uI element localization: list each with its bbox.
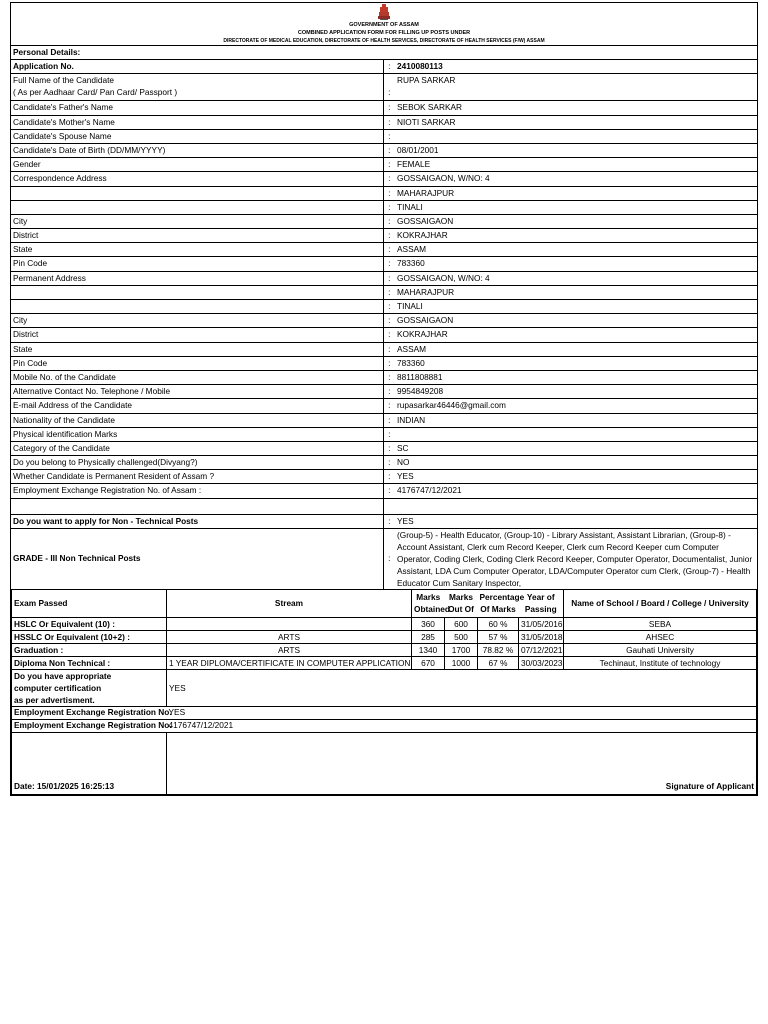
colon: : [383,427,395,441]
personal-field-row [11,243,757,257]
personal-field-row [11,413,757,427]
exam-cell-school: Techinaut, Institute of technology [564,656,757,669]
field-value: INDIAN [395,413,757,427]
field-label: Employment Exchange Registration No. of Assam : [11,484,383,498]
colon: : [383,300,395,314]
state-emblem-icon [376,3,392,21]
exam-cell-year: 31/05/2016 [519,617,564,630]
application-no-label: Application No. [11,60,383,74]
cert-value: YES [167,669,757,706]
colon: : [383,441,395,455]
personal-field-row [11,456,757,470]
personal-field-row [11,470,757,484]
field-value: NO [395,456,757,470]
colon: : [383,314,395,328]
cert-label: Do you have appropriate computer certification as per advertisment. [12,669,167,706]
year-header: Year of Passing [519,589,564,617]
personal-field-row [11,441,757,455]
exam-rows [12,617,757,669]
field-label: Alternative Contact No. Telephone / Mobile [11,385,383,399]
field-label: City [11,314,383,328]
header-line-3: DIRECTORATE OF MEDICAL EDUCATION, DIRECTORATE OF HEALTH SERVICES, DIRECTORATE OF HEALTH SERVICES (F/W) ASSAM [223,38,545,44]
exam-row [12,630,757,643]
field-value: TINALI [395,300,757,314]
personal-field-row [11,356,757,370]
exam-cell-obtained: 285 [412,630,445,643]
colon: : [383,74,395,101]
colon: : [383,186,395,200]
full-name-label [11,74,383,101]
exam-cell-exam: Diploma Non Technical : [12,656,167,669]
field-label: Nationality of the Candidate [11,413,383,427]
exam-header: Exam Passed [12,589,167,617]
field-value: 9954849208 [395,385,757,399]
field-value: 8811808881 [395,370,757,384]
exam-cell-exam: HSLC Or Equivalent (10) : [12,617,167,630]
personal-field-row [11,143,757,157]
colon: : [383,514,395,528]
personal-field-row [11,427,757,441]
field-value: GOSSAIGAON [395,214,757,228]
colon: : [383,356,395,370]
education-table [11,589,757,795]
personal-field-row [11,214,757,228]
colon: : [383,243,395,257]
exam-cell-pct: 57 % [478,630,519,643]
exam-cell-school: Gauhati University [564,643,757,656]
field-value: MAHARAJPUR [395,285,757,299]
personal-field-row [11,314,757,328]
emp-reg-label-1: Employment Exchange Registration No. [12,706,167,719]
field-label: Permanent Address [11,271,383,285]
field-label: Gender [11,158,383,172]
field-value: KOKRAJHAR [395,328,757,342]
exam-row [12,656,757,669]
colon: : [383,271,395,285]
exam-cell-stream: ARTS [167,643,412,656]
field-label: State [11,243,383,257]
grade-posts-value: (Group-5) - Health Educator, (Group-10) - Library Assistant, Assistant Librarian, (Group-8) - Account Assistant, Clerk cum Record Keeper, Clerk cum Record Keeper cum Computer Operator, Coding Clerk, Coding Clerk Record Keeper, Computer Operator, Documentalist, Junior Assistant, LDA Cum Computer Operator, LDA/Computer Operator cum Clerk, (Group-7) - Health Educator Cum Sanitary Inspector, [395,528,757,589]
personal-field-row [11,186,757,200]
colon: : [383,101,395,115]
exam-cell-year: 31/05/2018 [519,630,564,643]
field-label: District [11,328,383,342]
exam-cell-year: 30/03/2023 [519,656,564,669]
personal-field-row [11,370,757,384]
field-label: District [11,229,383,243]
personal-field-row [11,385,757,399]
full-name-label-line1: Full Name of the Candidate [13,75,115,86]
section-title: Personal Details: [11,46,757,60]
exam-cell-exam: Graduation : [12,643,167,656]
exam-cell-obtained: 670 [412,656,445,669]
field-value: 08/01/2001 [395,143,757,157]
emp-reg-label-2: Employment Exchange Registration No. [12,719,167,732]
grade-label: GRADE - III Non Technical Posts [11,528,383,589]
field-value: FEMALE [395,158,757,172]
colon: : [383,115,395,129]
colon: : [383,385,395,399]
personal-fields [11,101,757,498]
field-value: NIOTI SARKAR [395,115,757,129]
colon: : [383,370,395,384]
field-label: Candidate's Father's Name [11,101,383,115]
field-label: Candidate's Date of Birth (DD/MM/YYYY) [11,143,383,157]
personal-field-row [11,342,757,356]
field-value: MAHARAJPUR [395,186,757,200]
field-label: City [11,214,383,228]
stream-header: Stream [167,589,412,617]
colon: : [383,528,395,589]
exam-cell-outof: 500 [445,630,478,643]
personal-field-row [11,300,757,314]
personal-field-row [11,257,757,271]
form-header [11,3,757,45]
field-value: GOSSAIGAON [395,314,757,328]
colon: : [383,129,395,143]
field-value: GOSSAIGAON, W/NO: 4 [395,172,757,186]
personal-field-row [11,271,757,285]
field-value: TINALI [395,200,757,214]
exam-cell-school: SEBA [564,617,757,630]
field-label [11,285,383,299]
field-value: SEBOK SARKAR [395,101,757,115]
date-stamp: Date: 15/01/2025 16:25:13 [12,732,167,794]
field-label [11,200,383,214]
signature-label: Signature of Applicant [167,732,757,794]
colon: : [383,399,395,413]
colon: : [383,413,395,427]
field-value [395,129,757,143]
personal-field-row [11,484,757,498]
field-value: 4176747/12/2021 [395,484,757,498]
field-label: Whether Candidate is Permanent Resident of Assam ? [11,470,383,484]
spacer-row [11,498,383,514]
nontech-label: Do you want to apply for Non - Technical Posts [11,514,383,528]
colon: : [383,143,395,157]
application-no-value: 2410080113 [395,60,757,74]
field-label: Category of the Candidate [11,441,383,455]
personal-field-row [11,129,757,143]
outof-header: Marks Out Of [445,589,478,617]
field-label: Pin Code [11,356,383,370]
exam-cell-outof: 600 [445,617,478,630]
exam-cell-obtained: 1340 [412,643,445,656]
field-value: SC [395,441,757,455]
colon: : [383,200,395,214]
personal-field-row [11,399,757,413]
field-label: Candidate's Mother's Name [11,115,383,129]
colon: : [383,342,395,356]
personal-field-row [11,328,757,342]
field-label: Pin Code [11,257,383,271]
exam-cell-outof: 1700 [445,643,478,656]
field-value: YES [395,470,757,484]
exam-cell-school: AHSEC [564,630,757,643]
personal-field-row [11,200,757,214]
exam-cell-pct: 60 % [478,617,519,630]
exam-cell-stream [167,617,412,630]
personal-field-row [11,158,757,172]
colon: : [383,257,395,271]
personal-details-table [11,45,757,589]
exam-cell-stream: ARTS [167,630,412,643]
colon: : [383,484,395,498]
obtained-header: Marks Obtained [412,589,445,617]
colon: : [383,229,395,243]
personal-field-row [11,172,757,186]
exam-cell-obtained: 360 [412,617,445,630]
emp-reg-value-1: YES [167,706,757,719]
colon: : [383,285,395,299]
field-value: GOSSAIGAON, W/NO: 4 [395,271,757,285]
field-value: ASSAM [395,243,757,257]
personal-field-row [11,101,757,115]
exam-row [12,617,757,630]
field-label: Do you belong to Physically challenged(Divyang?) [11,456,383,470]
colon: : [383,456,395,470]
field-value: 783360 [395,257,757,271]
field-label: State [11,342,383,356]
field-value: ASSAM [395,342,757,356]
field-label: E-mail Address of the Candidate [11,399,383,413]
field-value: KOKRAJHAR [395,229,757,243]
colon: : [383,214,395,228]
field-value [395,427,757,441]
full-name-label-line2: ( As per Aadhaar Card/ Pan Card/ Passport ) [13,87,178,98]
percentage-header: Percentage Of Marks [478,589,519,617]
nontech-value: YES [395,514,757,528]
colon: : [383,172,395,186]
colon: : [383,470,395,484]
emp-reg-value-2: 4176747/12/2021 [167,719,757,732]
field-label: Candidate's Spouse Name [11,129,383,143]
application-form [10,2,758,796]
exam-cell-pct: 78.82 % [478,643,519,656]
field-label: Correspondence Address [11,172,383,186]
field-label: Mobile No. of the Candidate [11,370,383,384]
school-header: Name of School / Board / College / University [564,589,757,617]
colon: : [383,158,395,172]
field-value: 783360 [395,356,757,370]
header-line-2: COMBINED APPLICATION FORM FOR FILLING UP POSTS UNDER [297,30,471,36]
personal-field-row [11,285,757,299]
header-line-1: GOVERNMENT OF ASSAM [349,22,419,28]
field-label [11,186,383,200]
full-name-value: RUPA SARKAR [395,74,757,101]
field-label: Physical identification Marks [11,427,383,441]
personal-field-row [11,229,757,243]
exam-cell-pct: 67 % [478,656,519,669]
exam-row [12,643,757,656]
colon: : [383,328,395,342]
field-value: rupasarkar46446@gmail.com [395,399,757,413]
personal-field-row [11,115,757,129]
colon: : [383,60,395,74]
exam-cell-exam: HSSLC Or Equivalent (10+2) : [12,630,167,643]
exam-cell-year: 07/12/2021 [519,643,564,656]
field-label [11,300,383,314]
exam-cell-stream: 1 YEAR DIPLOMA/CERTIFICATE IN COMPUTER APPLICATION [167,656,412,669]
exam-cell-outof: 1000 [445,656,478,669]
